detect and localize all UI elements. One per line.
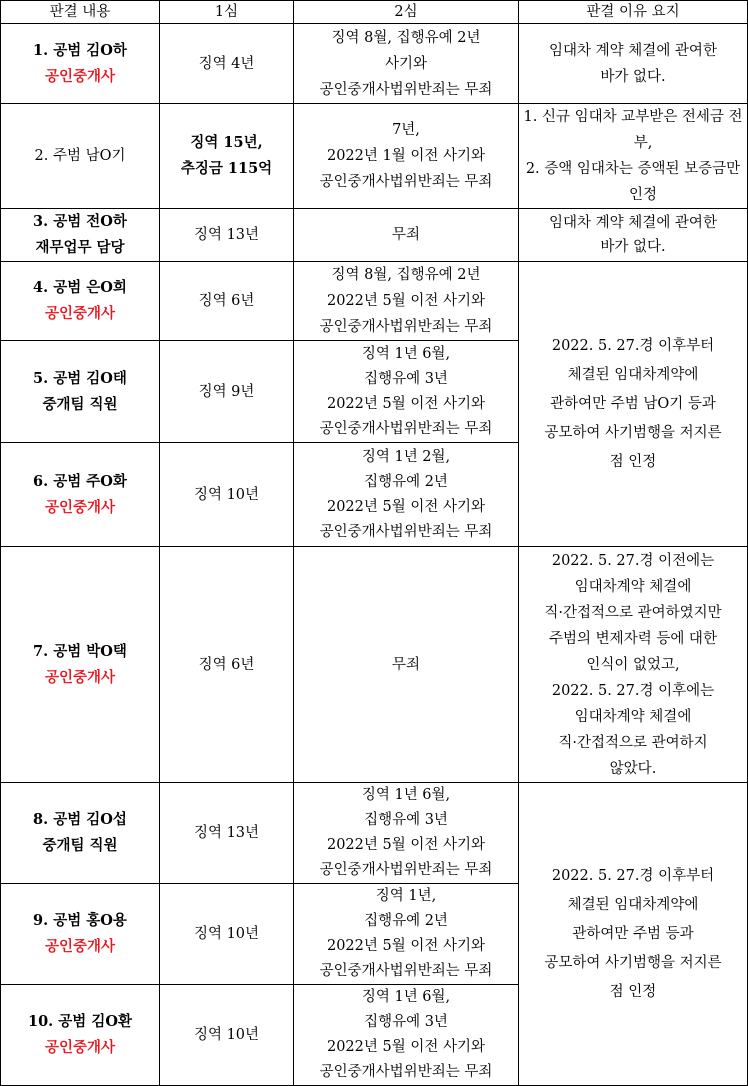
defendant-name: 9. 공범 홍O용 — [33, 912, 127, 929]
second-trial-line: 집행유예 3년 — [364, 370, 448, 387]
reason-line: 바가 없다. — [600, 68, 666, 85]
defendant-name: 6. 공범 주O화 — [33, 472, 127, 490]
second-trial-cell — [294, 884, 519, 985]
second-trial-line: 2022년 5월 이전 사기와 — [326, 395, 485, 412]
second-trial-line: 2022년 5월 이전 사기와 — [326, 1039, 485, 1055]
defendant-role: 공인중개사 — [44, 668, 116, 686]
reason-line: 바가 없다. — [600, 239, 666, 255]
reason-cell — [519, 209, 748, 262]
defendant-role: 중개팀 직원 — [42, 395, 118, 413]
second-trial-line: 집행유예 3년 — [364, 1014, 448, 1030]
second-trial-line: 징역 1년 6월, — [361, 787, 451, 803]
table-row — [1, 783, 748, 884]
reason-line: 점 인정 — [609, 453, 657, 470]
reason-cell — [519, 262, 748, 547]
reason-line: 직·간접적으로 관여하였지만 — [544, 604, 722, 621]
second-trial-line: 사기와 — [384, 55, 428, 72]
reason-cell — [519, 24, 748, 104]
defendant-name: 10. 공범 김O환 — [28, 1013, 132, 1030]
reason-line: 2022. 5. 27.경 이후부터 — [551, 337, 715, 354]
reason-cell — [519, 104, 748, 209]
second-trial-line: 집행유예 2년 — [364, 473, 448, 490]
first-trial-sentence: 징역 10년 — [160, 443, 294, 547]
header-second-trial: 2심 — [294, 1, 519, 24]
second-trial-cell — [294, 24, 519, 104]
table-row — [1, 547, 748, 783]
defendant-role: 공인중개사 — [44, 1039, 116, 1056]
second-trial-line: 공인중개사법위반죄는 무죄 — [319, 81, 493, 98]
first-trial-sentence: 징역 10년 — [160, 985, 294, 1086]
second-trial-line: 공인중개사법위반죄는 무죄 — [319, 862, 493, 878]
second-trial-cell — [294, 341, 519, 443]
header-row — [1, 1, 748, 24]
defendant-name: 4. 공범 은O희 — [33, 279, 127, 296]
defendant-name: 3. 공범 전O하 — [33, 213, 127, 230]
reason-line: 2022. 5. 27.경 이후부터 — [551, 867, 715, 884]
first-trial-sentence: 징역 9년 — [160, 341, 294, 443]
reason-item: 1. 신규 임대차 교부받은 전세금 전부, — [523, 109, 743, 151]
reason-line: 임대차계약 체결에 — [574, 578, 692, 595]
defendant-role: 공인중개사 — [44, 498, 116, 516]
reason-item: 2. 증액 임대차는 증액된 보증금만 인정 — [525, 161, 741, 203]
defendant-name: 5. 공범 김O태 — [33, 369, 127, 387]
reason-cell — [519, 783, 748, 1086]
second-trial-line: 징역 1년 6월, — [361, 989, 451, 1005]
second-trial-cell: 무죄 — [294, 209, 519, 262]
second-trial-line: 2022년 1월 이전 사기와 — [326, 148, 485, 164]
second-trial-line: 공인중개사법위반죄는 무죄 — [319, 319, 493, 335]
reason-line: 2022. 5. 27.경 이전에는 — [551, 552, 715, 569]
second-trial-cell — [294, 783, 519, 884]
second-trial-line: 징역 1년, — [375, 888, 437, 904]
defendant-name: 1. 공범 김O하 — [33, 41, 127, 59]
second-trial-line: 징역 8월, 집행유예 2년 — [331, 29, 481, 46]
table-row — [1, 104, 748, 209]
second-trial-line: 징역 1년 2월, — [361, 448, 451, 465]
first-trial-sentence: 징역 6년 — [160, 262, 294, 341]
reason-line: 공모하여 사기범행을 저지른 — [544, 954, 722, 971]
defendant-role: 중개팀 직원 — [42, 837, 118, 854]
first-trial-forfeiture: 추징금 115억 — [180, 160, 273, 177]
second-trial-line: 공인중개사법위반죄는 무죄 — [319, 420, 493, 437]
reason-line: 임대차 계약 체결에 관여한 — [549, 215, 717, 231]
defendant-name: 8. 공범 김O섭 — [33, 811, 127, 828]
second-trial-cell — [294, 985, 519, 1086]
defendant-name: 2. 주범 남O기 — [34, 148, 126, 164]
defendant-role: 재무업무 담당 — [35, 239, 125, 256]
second-trial-line: 공인중개사법위반죄는 무죄 — [319, 963, 493, 979]
second-trial-line: 2022년 5월 이전 사기와 — [326, 938, 485, 954]
reason-line: 인식이 없었고, — [586, 656, 680, 673]
reason-line: 임대차 계약 체결에 관여한 — [549, 42, 717, 59]
second-trial-line: 2022년 5월 이전 사기와 — [326, 498, 485, 515]
defendant-cell — [1, 985, 160, 1086]
second-trial-line: 징역 8월, 집행유예 2년 — [331, 267, 481, 283]
reason-line: 주범의 변제자력 등에 대한 — [549, 630, 717, 647]
reason-line: 임대차계약 체결에 — [574, 708, 692, 725]
table-row — [1, 209, 748, 262]
defendant-role: 공인중개사 — [44, 67, 116, 85]
reason-cell — [519, 547, 748, 783]
header-reason: 판결 이유 요지 — [519, 1, 748, 24]
second-trial-line: 공인중개사법위반죄는 무죄 — [319, 523, 493, 540]
defendant-cell — [1, 783, 160, 884]
first-trial-sentence: 징역 4년 — [160, 24, 294, 104]
second-trial-cell — [294, 104, 519, 209]
first-trial-sentence: 징역 6년 — [160, 547, 294, 783]
second-trial-line: 공인중개사법위반죄는 무죄 — [319, 174, 493, 190]
reason-line: 관하여만 주범 남O기 등과 — [550, 395, 716, 412]
table-row — [1, 24, 748, 104]
defendant-name: 7. 공범 박O택 — [33, 642, 127, 660]
second-trial-cell — [294, 262, 519, 341]
first-trial-sentence: 징역 13년 — [160, 783, 294, 884]
second-trial-line: 2022년 5월 이전 사기와 — [326, 293, 485, 309]
defendant-cell — [1, 209, 160, 262]
reason-line: 직·간접적으로 관여하지 — [558, 734, 708, 751]
second-trial-line: 공인중개사법위반죄는 무죄 — [319, 1064, 493, 1080]
second-trial-line: 2022년 5월 이전 사기와 — [326, 837, 485, 853]
second-trial-cell — [294, 443, 519, 547]
second-trial-cell: 무죄 — [294, 547, 519, 783]
table-row — [1, 262, 748, 341]
reason-line: 체결된 임대차계약에 — [567, 366, 699, 383]
second-trial-line: 집행유예 3년 — [364, 812, 448, 828]
defendant-cell — [1, 341, 160, 443]
defendant-cell — [1, 262, 160, 341]
reason-line: 체결된 임대차계약에 — [567, 896, 699, 913]
defendant-role: 공인중개사 — [44, 938, 116, 955]
reason-line: 않았다. — [609, 760, 657, 777]
first-trial-sentence: 징역 13년 — [160, 209, 294, 262]
defendant-cell — [1, 104, 160, 209]
header-verdict: 판결 내용 — [1, 1, 160, 24]
reason-line: 관하여만 주범 등과 — [572, 925, 694, 942]
reason-line: 공모하여 사기범행을 저지른 — [544, 424, 722, 441]
second-trial-line: 7년, — [392, 122, 420, 138]
defendant-cell — [1, 547, 160, 783]
first-trial-sentence: 징역 10년 — [160, 884, 294, 985]
first-trial-cell — [160, 104, 294, 209]
second-trial-line: 집행유예 2년 — [364, 913, 448, 929]
first-trial-sentence: 징역 15년, — [190, 134, 263, 151]
header-first-trial: 1심 — [160, 1, 294, 24]
defendant-cell — [1, 884, 160, 985]
defendant-cell — [1, 24, 160, 104]
reason-line: 점 인정 — [609, 983, 657, 1000]
reason-line: 2022. 5. 27.경 이후에는 — [551, 682, 715, 699]
defendant-role: 공인중개사 — [44, 305, 116, 322]
second-trial-line: 징역 1년 6월, — [361, 345, 451, 362]
defendant-cell — [1, 443, 160, 547]
